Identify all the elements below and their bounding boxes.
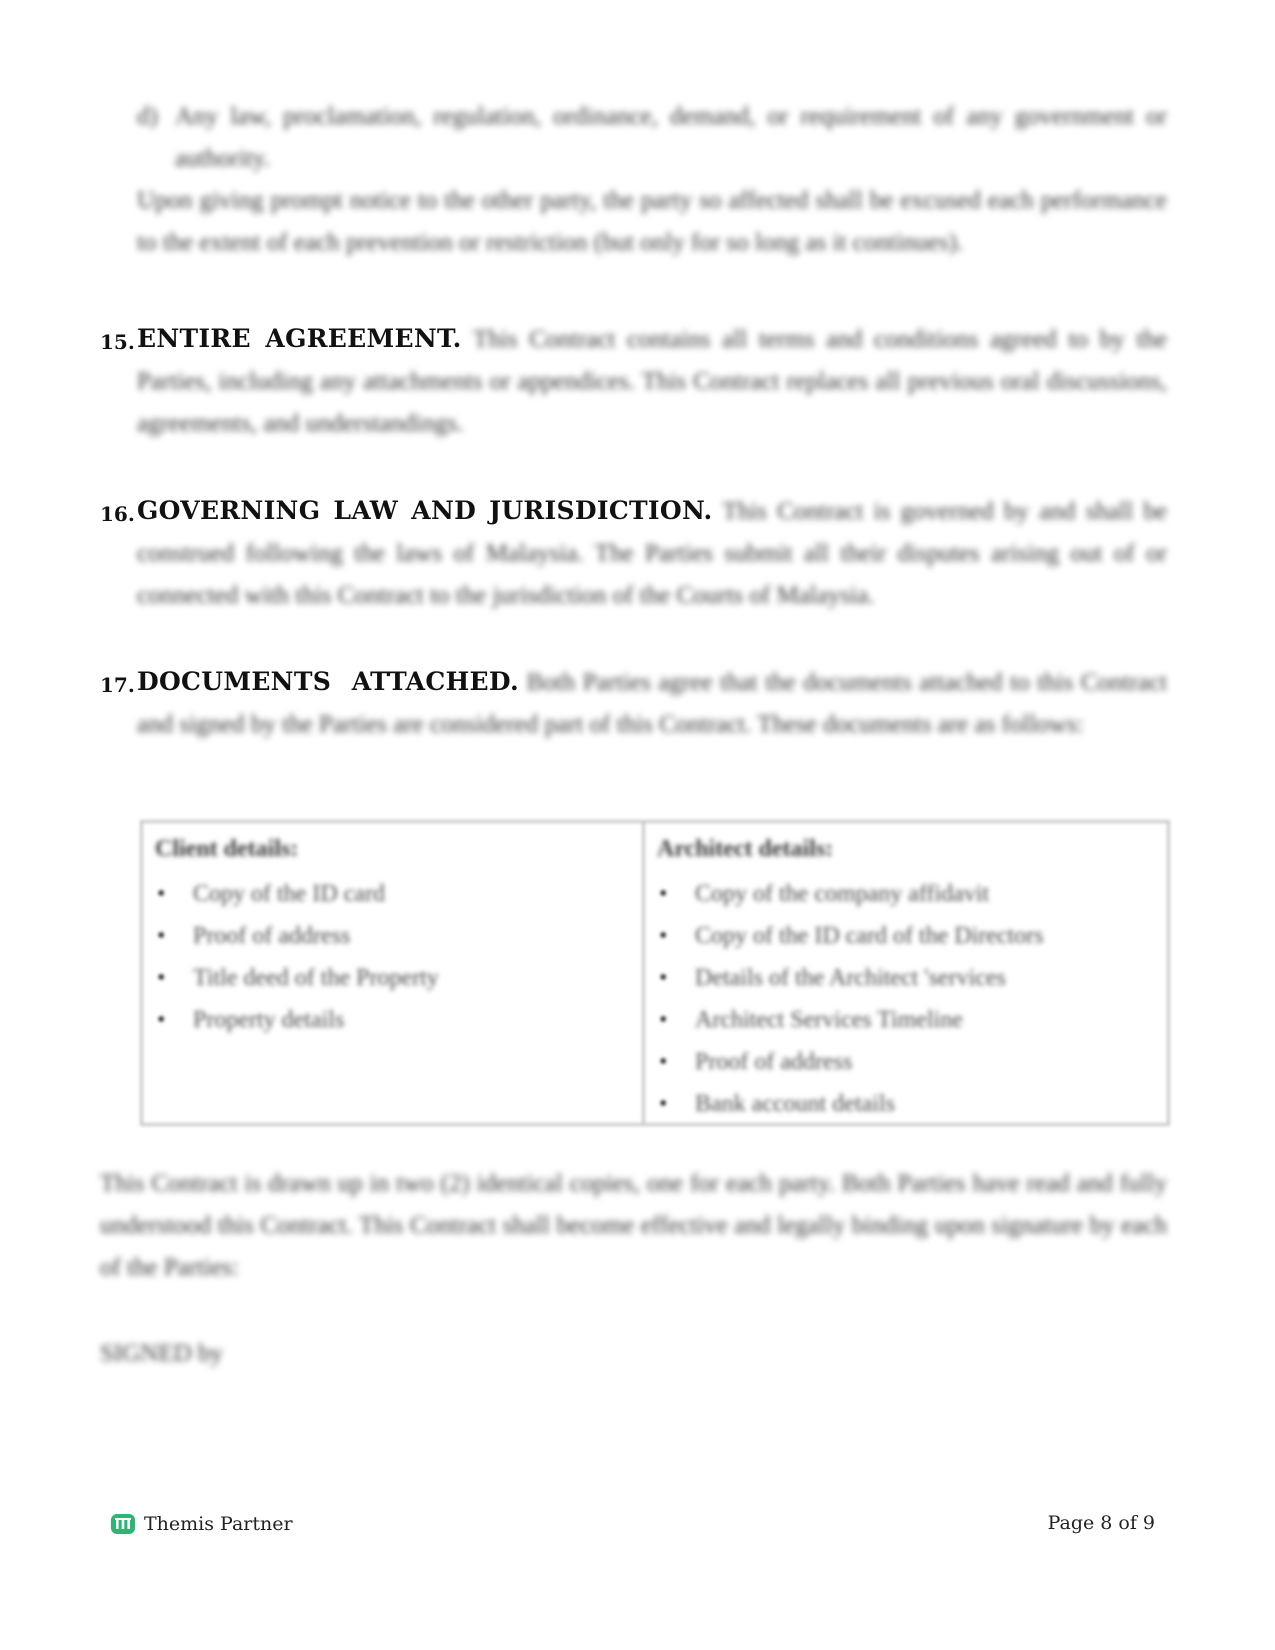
section-number: 15. [100,330,135,354]
closing-paragraph: This Contract is drawn up in two (2) identical copies, one for each party. Both Parties have read and fully understood this Contract. This Contract shall become effective and legally binding upon signature by each of the Parties: [100,1170,1167,1281]
list-item-text: Any law, proclamation, regulation, ordinance, demand, or requirement of any government or authority. [175,103,1167,172]
client-details-list [155,873,630,1041]
table-list-item-text: Architect Services Timeline [695,1007,963,1033]
section-entire-agreement [100,318,1167,445]
bullet-icon: • [659,881,668,907]
table-list-item-text: Copy of the ID card [193,881,385,907]
section-number: 17. [100,673,135,697]
page-footer [110,1512,1155,1546]
bullet-icon: • [659,1091,668,1117]
table-list-item-text: Details of the Architect 'services [695,965,1006,991]
signed-by-label: SIGNED by [100,1340,223,1367]
client-details-heading: Client details: [155,836,299,862]
section-number: 16. [100,502,135,526]
table-list-item [657,873,1155,915]
table-list-item [657,999,1155,1041]
client-details-column [143,823,645,1123]
bullet-icon: • [157,881,166,907]
architect-details-heading: Architect details: [657,836,834,862]
bullet-icon: • [659,1049,668,1075]
bullet-icon: • [157,923,166,949]
bullet-icon: • [157,1007,166,1033]
table-list-item [155,915,630,957]
table-list-item-text: Copy of the ID card of the Directors [695,923,1044,949]
section-body: This Contract is governed by and shall be construed following the laws of Malaysia. The Parties submit all their disputes arising out of or connected with this Contract to the jurisdiction of the Courts of Malaysia. [137,498,1167,609]
table-list-item-text: Title deed of the Property [193,965,439,991]
page-number: Page 8 of 9 [1047,1512,1155,1534]
table-list-item [155,873,630,915]
table-list-item-text: Proof of address [193,923,351,949]
section-governing-law [100,490,1167,617]
bullet-icon: • [157,965,166,991]
section-body: This Contract contains all terms and conditions agreed to by the Parties, including any attachments or appendices. This Contract replaces all previous oral discussions, agreements, and understandings. [137,326,1167,437]
section-title: ENTIRE AGREEMENT. [137,324,462,353]
list-item-label: d) [137,103,158,130]
table-list-item [657,915,1155,957]
documents-table [140,820,1170,1126]
bullet-icon: • [659,1007,668,1033]
architect-details-list [657,873,1155,1125]
section-documents-attached [100,661,1167,746]
themis-logo-icon [110,1512,136,1536]
table-list-item [155,999,630,1041]
table-list-item [657,1041,1155,1083]
table-list-item [657,1083,1155,1125]
section-title: DOCUMENTS ATTACHED. [137,667,519,696]
bullet-icon: • [659,923,668,949]
table-list-item [657,957,1155,999]
table-list-item-text: Copy of the company affidavit [695,881,990,907]
bullet-icon: • [659,965,668,991]
table-list-item-text: Proof of address [695,1049,853,1075]
section-body: Both Parties agree that the documents attached to this Contract and signed by the Parties are considered part of this Contract. These documents are as follows: [137,669,1168,738]
table-list-item-text: Property details [193,1007,345,1033]
section-title: GOVERNING LAW AND JURISDICTION. [137,496,713,525]
brand [110,1512,293,1536]
table-list-item-text: Bank account details [695,1091,895,1117]
brand-name: Themis Partner [144,1513,293,1535]
architect-details-column [645,823,1167,1123]
notice-paragraph: Upon giving prompt notice to the other party, the party so affected shall be excused each performance to the extent of each prevention or restriction (but only for so long as it continues). [137,187,1167,256]
table-list-item [155,957,630,999]
